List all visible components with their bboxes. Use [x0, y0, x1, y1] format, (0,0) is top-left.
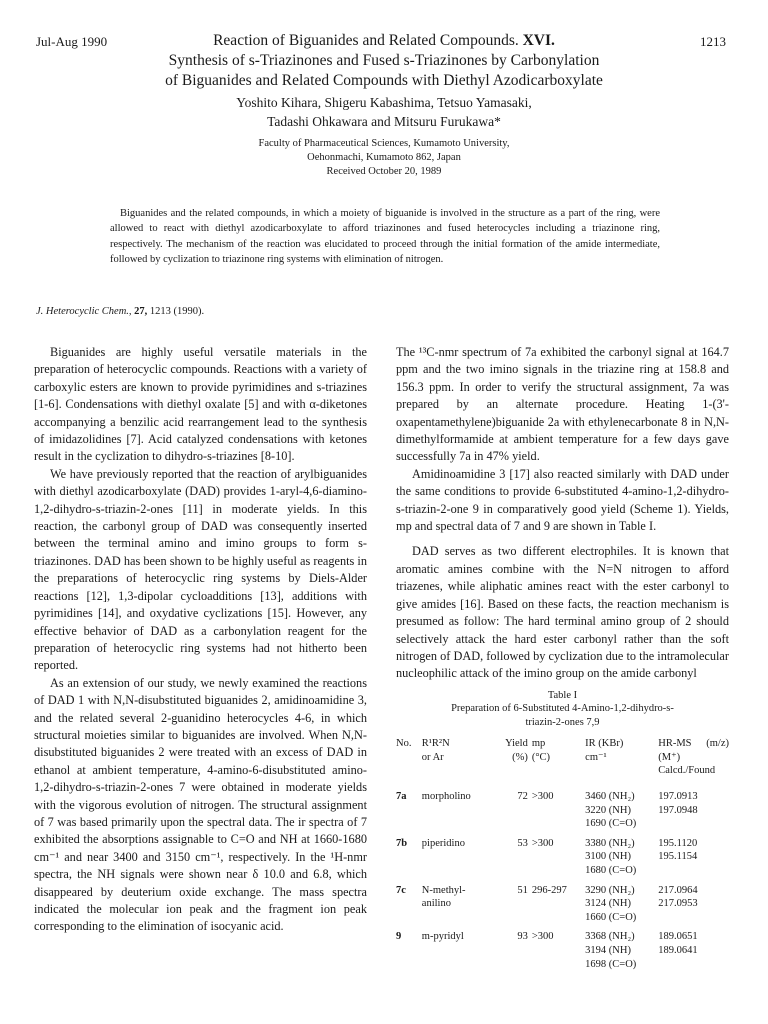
paragraph: As an extension of our study, we newly examined the reactions of DAD 1 with N,N-disubstituted biguanides 2, amidinoamidine 3, and the related several 2-guanidino heterocycles 4-6, in which structural moieties similar to biguanides are involved. When N,N-disubstituted biguanides 2 were treated with an excess of DAD in ethanol at ambient temperature, 4-amino-6-disubstituted amino-1,2-dihydro-s-triazin-2-ones 7 were obtained in moderate yields with the vigorous evolution of nitrogen. The structural assignment of 7 was based primarily upon the spectral data. The ir spectra of 7 exhibited the absorptions assignable to C=O and NH at 1660-1680 cm⁻¹ and near 3400 and 3150 cm⁻¹, respectively. In the ¹H-nmr spectra, the NH signals were shown near δ 10.0 and 6.8, which disappeared by deuterium oxide exchange. The mass spectra indicated the molecular ion peak and the fragment ion peak corresponding to the elimination of isocyanic acid. — [34, 675, 367, 934]
table-caption — [396, 689, 729, 730]
citation-journal: J. Heterocyclic Chem., — [36, 306, 132, 317]
affiliation-line-2: Oehonmachi, Kumamoto 862, Japan — [307, 152, 461, 163]
cell-ms-calcd: 197.0913 — [658, 791, 698, 802]
cell-ms — [658, 790, 729, 837]
table-header-row — [396, 737, 729, 790]
cell-mp: >300 — [531, 931, 554, 943]
cell-substituent-line-1: N-methyl- — [421, 884, 466, 896]
cell-ms — [658, 930, 729, 977]
cell-mp: >300 — [531, 837, 554, 849]
table-label: Table I — [547, 689, 578, 701]
cell-substituent-line-1: morpholino — [421, 791, 471, 802]
cell-substituent — [422, 790, 505, 837]
table-caption-line-1: Preparation of 6-Substituted 4-Amino-1,2-dihydro-s- — [451, 703, 674, 715]
affiliation-line-1: Faculty of Pharmaceutical Sciences, Kumamoto University, — [258, 138, 510, 149]
cell-ms-found: 217.0953 — [658, 898, 698, 910]
cell-ms-calcd: 189.0651 — [658, 931, 698, 943]
authors-line-2: Tadashi Ohkawara and Mitsuru Furukawa* — [267, 114, 501, 129]
citation — [36, 306, 204, 317]
header-mp-line-2: (°C) — [531, 751, 551, 763]
cell-ir — [585, 930, 658, 977]
cell-no: 9 — [396, 931, 402, 943]
cell-ms-found: 197.0948 — [658, 804, 698, 816]
cell-ms — [658, 837, 729, 884]
table-row — [396, 930, 729, 977]
header-ms — [658, 737, 729, 790]
cell-yield: 72 — [517, 791, 528, 802]
cell-ir-line: 3124 (NH) — [585, 898, 631, 910]
cell-no: 7c — [396, 884, 406, 896]
cell-yield: 93 — [517, 931, 528, 943]
cell-substituent-line-1: m-pyridyl — [421, 931, 464, 943]
header-yield-line-2: (%) — [512, 751, 528, 763]
cell-ir — [585, 790, 658, 837]
paragraph: DAD serves as two different electrophiles. It is known that aromatic amines combine with the N=N nitrogen to afford triazenes, while aliphatic amines react with the ester carbonyl to give amides [16]. Based on these facts, the reaction mechanism is presumed as follow: The hard terminal amino group of 2 should selectively attack the hard ester carbonyl rather than the soft nitrogen of DAD, followed by cyclization due to the intramolecular nucleophilic attack of the imino group on the amide carbonyl — [396, 544, 729, 681]
cell-ir-line: 1690 (C=O) — [585, 818, 637, 830]
header-no: No. — [396, 738, 412, 750]
title-number: XVI. — [522, 32, 555, 49]
table-caption-line-2: triazin-2-ones 7,9 — [525, 716, 600, 728]
header-ms-line-1: HR-MS (m/z) (M⁺) — [658, 738, 729, 763]
citation-volume: 27, — [134, 306, 148, 317]
title-line-2: Synthesis of s-Triazinones and Fused s-Triazinones by Carbonylation — [168, 52, 600, 69]
cell-substituent-line-2: anilino — [421, 898, 451, 910]
paragraph: Amidinoamidine 3 [17] also reacted similarly with DAD under the same conditions to provide 6-substituted 4-amino-1,2-dihydro-s-triazin-2-one 9 in comparatively good yield (Scheme 1). Yields, mp and spectral data of 7 and 9 are shown in Table I. — [396, 466, 729, 534]
cell-substituent — [422, 930, 505, 977]
cell-ir-line: 1680 (C=O) — [585, 864, 637, 876]
cell-ir-line: 3380 (NH₂) — [585, 837, 635, 849]
header-mp-line-1: mp — [531, 738, 546, 750]
cell-ms — [658, 884, 729, 931]
cell-yield: 51 — [517, 884, 528, 896]
cell-ms-calcd: 217.0964 — [658, 884, 698, 896]
cell-mp: >300 — [531, 791, 554, 802]
cell-ms-found: 195.1154 — [658, 851, 698, 863]
header-substituent-line-2: or Ar — [421, 751, 444, 763]
title-block — [100, 31, 668, 179]
cell-ir — [585, 837, 658, 884]
header-yield — [505, 737, 532, 790]
citation-rest: 1213 (1990). — [149, 306, 205, 317]
cell-substituent — [422, 884, 505, 931]
cell-yield: 53 — [517, 837, 528, 849]
title-line-1 — [100, 31, 668, 51]
cell-substituent-line-1: piperidino — [421, 837, 465, 849]
cell-mp: 296-297 — [531, 884, 567, 896]
header-ir — [585, 737, 658, 790]
cell-ms-calcd: 195.1120 — [658, 837, 698, 849]
table-row — [396, 884, 729, 931]
cell-ms-found: 189.0641 — [658, 944, 698, 956]
header-ms-line-2: Calcd./Found — [658, 765, 716, 777]
cell-ir-line: 3220 (NH) — [585, 804, 631, 816]
journal-date: Jul-Aug 1990 — [36, 34, 108, 49]
paragraph: Biguanides are highly useful versatile materials in the preparation of heterocyclic compounds. Reactions with a variety of carboxylic esters are known to provide pyrimidines and s-triazines [1-6]. Condensations with diethyl oxalate [5] and with α-diketones accompanying a benzilic acid rearrangement lead to the synthesis of imidazolidines [7]. Acid catalyzed condensations with ketones result in the cyclization to dihydro-s-triazines [8-10]. — [34, 345, 367, 464]
cell-ir-line: 3100 (NH) — [585, 851, 631, 863]
table-row — [396, 837, 729, 884]
header-yield-line-1: Yield — [505, 738, 528, 750]
authors-line-1: Yoshito Kihara, Shigeru Kabashima, Tetsuo Yamasaki, — [236, 95, 532, 110]
header-ir-line-1: IR (KBr) — [585, 738, 624, 750]
header-substituent-line-1: R¹R²N — [421, 738, 450, 750]
table-row — [396, 790, 729, 837]
right-column — [396, 344, 729, 977]
cell-substituent — [422, 837, 505, 884]
cell-no: 7a — [396, 791, 407, 802]
data-table — [396, 737, 729, 977]
header-substituent — [422, 737, 505, 790]
page-number: 1213 — [700, 34, 726, 49]
abstract: Biguanides and the related compounds, in which a moiety of biguanide is involved in the structure as a part of the ring, were allowed to react with diethyl azodicarboxylate to afford triazinones and fused heterocycles including a triazinone ring, respectively. The mechanism of the reaction was elucidated to proceed through the initial formation of the amide intermediate, followed by cyclization to triazinone ring systems with elimination of nitrogen. — [110, 208, 660, 265]
cell-ir-line: 1660 (C=O) — [585, 911, 637, 923]
title-main: Reaction of Biguanides and Related Compounds. — [213, 32, 519, 49]
cell-ir-line: 3460 (NH₂) — [585, 791, 635, 802]
left-column — [34, 344, 367, 936]
cell-ir — [585, 884, 658, 931]
header-mp — [532, 737, 585, 790]
cell-ir-line: 3194 (NH) — [585, 944, 631, 956]
received-date: Received October 20, 1989 — [326, 166, 442, 177]
cell-ir-line: 3368 (NH₂) — [585, 931, 635, 943]
paragraph: The ¹³C-nmr spectrum of 7a exhibited the carbonyl signal at 164.7 ppm and the two imino signals in the triazine ring at 158.8 and 156.3 ppm. In order to verify the structural assignment, 7a was prepared by an alternate procedure. Heating 1-(3'-oxapentamethylene)biguanide 2a with ethylenecarbonate 8 in N,N-dimethylformamide at ambient temperature for a few days gave successfully 7a in 47% yield. — [396, 345, 729, 464]
header-ir-line-2: cm⁻¹ — [585, 751, 607, 763]
title-line-3: of Biguanides and Related Compounds with Diethyl Azodicarboxylate — [165, 72, 603, 89]
paragraph: We have previously reported that the reaction of arylbiguanides with diethyl azodicarboxylate (DAD) provides 1-aryl-4,6-diamino-1,2-dihydro-s-triazin-2-ones [11] in moderate yields. In this reaction, the carbonyl group of DAD was consequently inserted between the terminal amino and imino groups to form s-triazinones. DAD has been shown to be highly useful as reagents in the preparations of heterocyclic ring systems by Diels-Alder reactions [12], 1,3-dipolar cycloadditions [13], additions with pyrimidines [14], and oxydative cyclizations [15]. However, any effective behavior of DAD as a carbonylation reagent for the preparation of heterocyclic ring systems had not hitherto been reported. — [34, 466, 367, 673]
cell-no: 7b — [396, 837, 408, 849]
cell-ir-line: 3290 (NH₂) — [585, 884, 635, 896]
cell-ir-line: 1698 (C=O) — [585, 958, 637, 970]
